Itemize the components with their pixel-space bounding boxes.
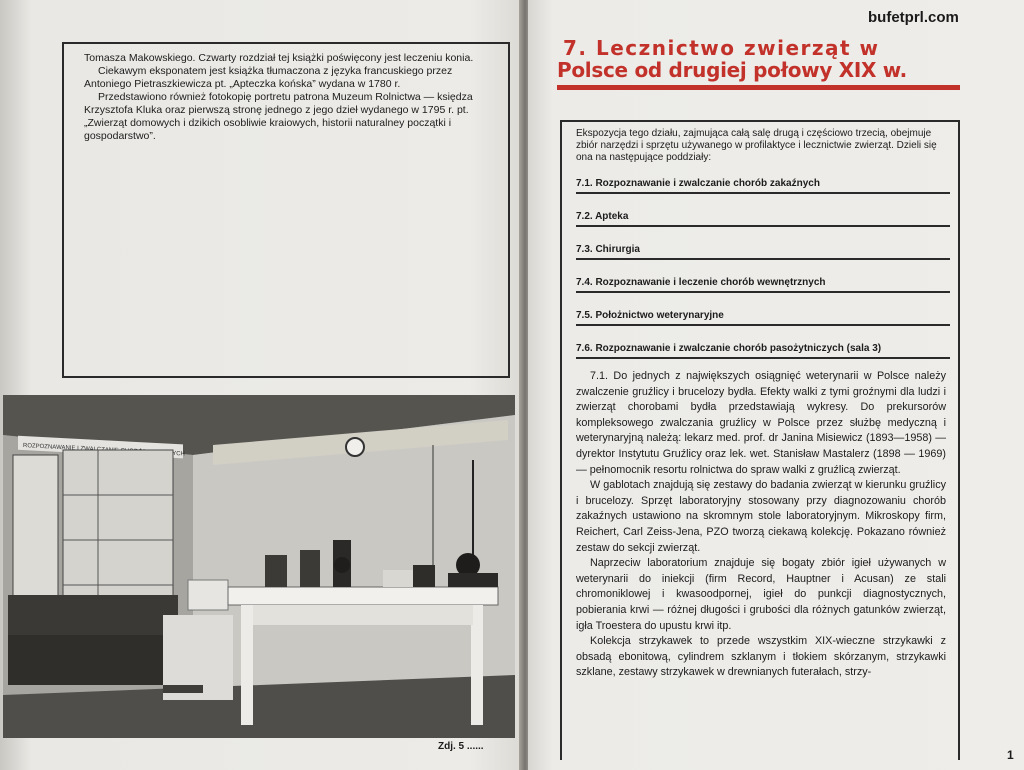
subsection-item: 7.2. Apteka	[576, 205, 950, 227]
watermark: bufetprl.com	[868, 9, 959, 26]
chapter-title-line-1: 7. Lecznictwo zwierząt w	[563, 36, 880, 60]
subsection-item: 7.4. Rozpoznawanie i leczenie chorób wewnętrznych	[576, 271, 950, 293]
subsection-item: 7.6. Rozpoznawanie i zwalczanie chorób pasożytniczych (sala 3)	[576, 337, 950, 359]
left-paragraph-2: Ciekawym eksponatem jest książka tłumaczona z języka francuskiego przez Antoniego Pietraszkiewicza pt. „Apteczka końska” wydana w 1780 r.	[84, 65, 453, 90]
chapter-title	[557, 37, 962, 90]
subsection-item: 7.5. Położnictwo weterynaryjne	[576, 304, 950, 326]
section-intro: Ekspozycja tego działu, zajmująca całą salę drugą i częściowo trzecią, obejmuje zbiór narzędzi i sprzętu używanego w profilaktyce i lecznictwie zwierząt. Dzieli się ona na następujące poddziały:	[576, 128, 937, 163]
laboratory-photo-illustration	[3, 395, 515, 738]
subsection-item: 7.1. Rozpoznawanie i zwalczanie chorób zakaźnych	[576, 172, 950, 194]
section-body	[576, 369, 946, 681]
photo-banner-text: ROZPOZNAWANIE I	[23, 443, 79, 452]
body-paragraph-2: W gablotach znajdują się zestawy do badania zwierząt w kierunku gruźlicy i brucelozy. Sprzęt laboratoryjny stosowany przy diagnozowaniu chorób zakaźnych ustawiono na skromnym stole laboratoryjnym. Mikroskopy firm, Reichert, Carl Zeiss-Jena, PZO tworzą ciekawą kolekcję. Pokazano również zestaw do sekcji zwierząt.	[576, 479, 946, 554]
left-paragraph-3: Przedstawiono również fotokopię portretu patrona Muzeum Rolnictwa — księdza Krzysztofa Kluka oraz pierwszą stronę jednego z jego dzieł wydanego w 1795 r. pt. „Zwierząt domowych i dzikich osobliwie kraiowych, historii naturalney początki i gospodarstwo”.	[84, 91, 473, 142]
page-number: 1	[1007, 748, 1014, 762]
right-text-box	[560, 120, 960, 760]
body-paragraph-3: Naprzeciw laboratorium znajduje się bogaty zbiór igieł używanych w weterynarii do iniekcji (firm Record, Hauptner i Acusan) ze stali chromoniklowej i kwasoodpornej, igieł do punkcji diagnostycznych, pobierania krwi — różnej długości i grubości dla różnych gatunków zwierząt, igła Troestera do upustu krwi itp.	[576, 557, 946, 632]
subsection-list	[576, 172, 946, 359]
chapter-title-line-2: Polsce od drugiej połowy XIX w.	[557, 58, 907, 82]
left-paragraph-1: Tomasza Makowskiego. Czwarty rozdział tej książki poświęcony jest leczeniu konia.	[84, 52, 474, 64]
left-text-box	[62, 42, 510, 378]
title-underline	[557, 85, 960, 90]
subsection-item: 7.3. Chirurgia	[576, 238, 950, 260]
photo-caption: Zdj. 5 ......	[438, 741, 484, 752]
body-paragraph-4: Kolekcja strzykawek to przede wszystkim XIX-wieczne strzykawki z obsadą ebonitową, cylindrem szklanym i tłokiem skórzanym, strzykawki szklane, zestawy strzykawek w drewnianych futerałach, strzy-	[576, 635, 946, 679]
laboratory-photo	[3, 395, 515, 738]
body-paragraph-1: 7.1. Do jednych z największych osiągnięć weterynarii w Polsce należy zwalczenie gruźlicy i brucelozy bydła. Efekty walki z tymi groźnymi dla ludzi i zwierząt chorobami bydła przedstawiają wykresy. Do prekursorów kompleksowego zwalczania gruźlicy w Polsce przez służbę medyczną i weterynaryjną należą: lekarz med. prof. dr Janina Misiewicz (1893—1958) — dyrektor Instytutu Gruźlicy oraz lek. wet. Stanisław Mastalerz (1898 — 1969) — pełnomocnik resortu rolnictwa do spraw walki z gruźlicą zwierząt.	[576, 370, 946, 476]
